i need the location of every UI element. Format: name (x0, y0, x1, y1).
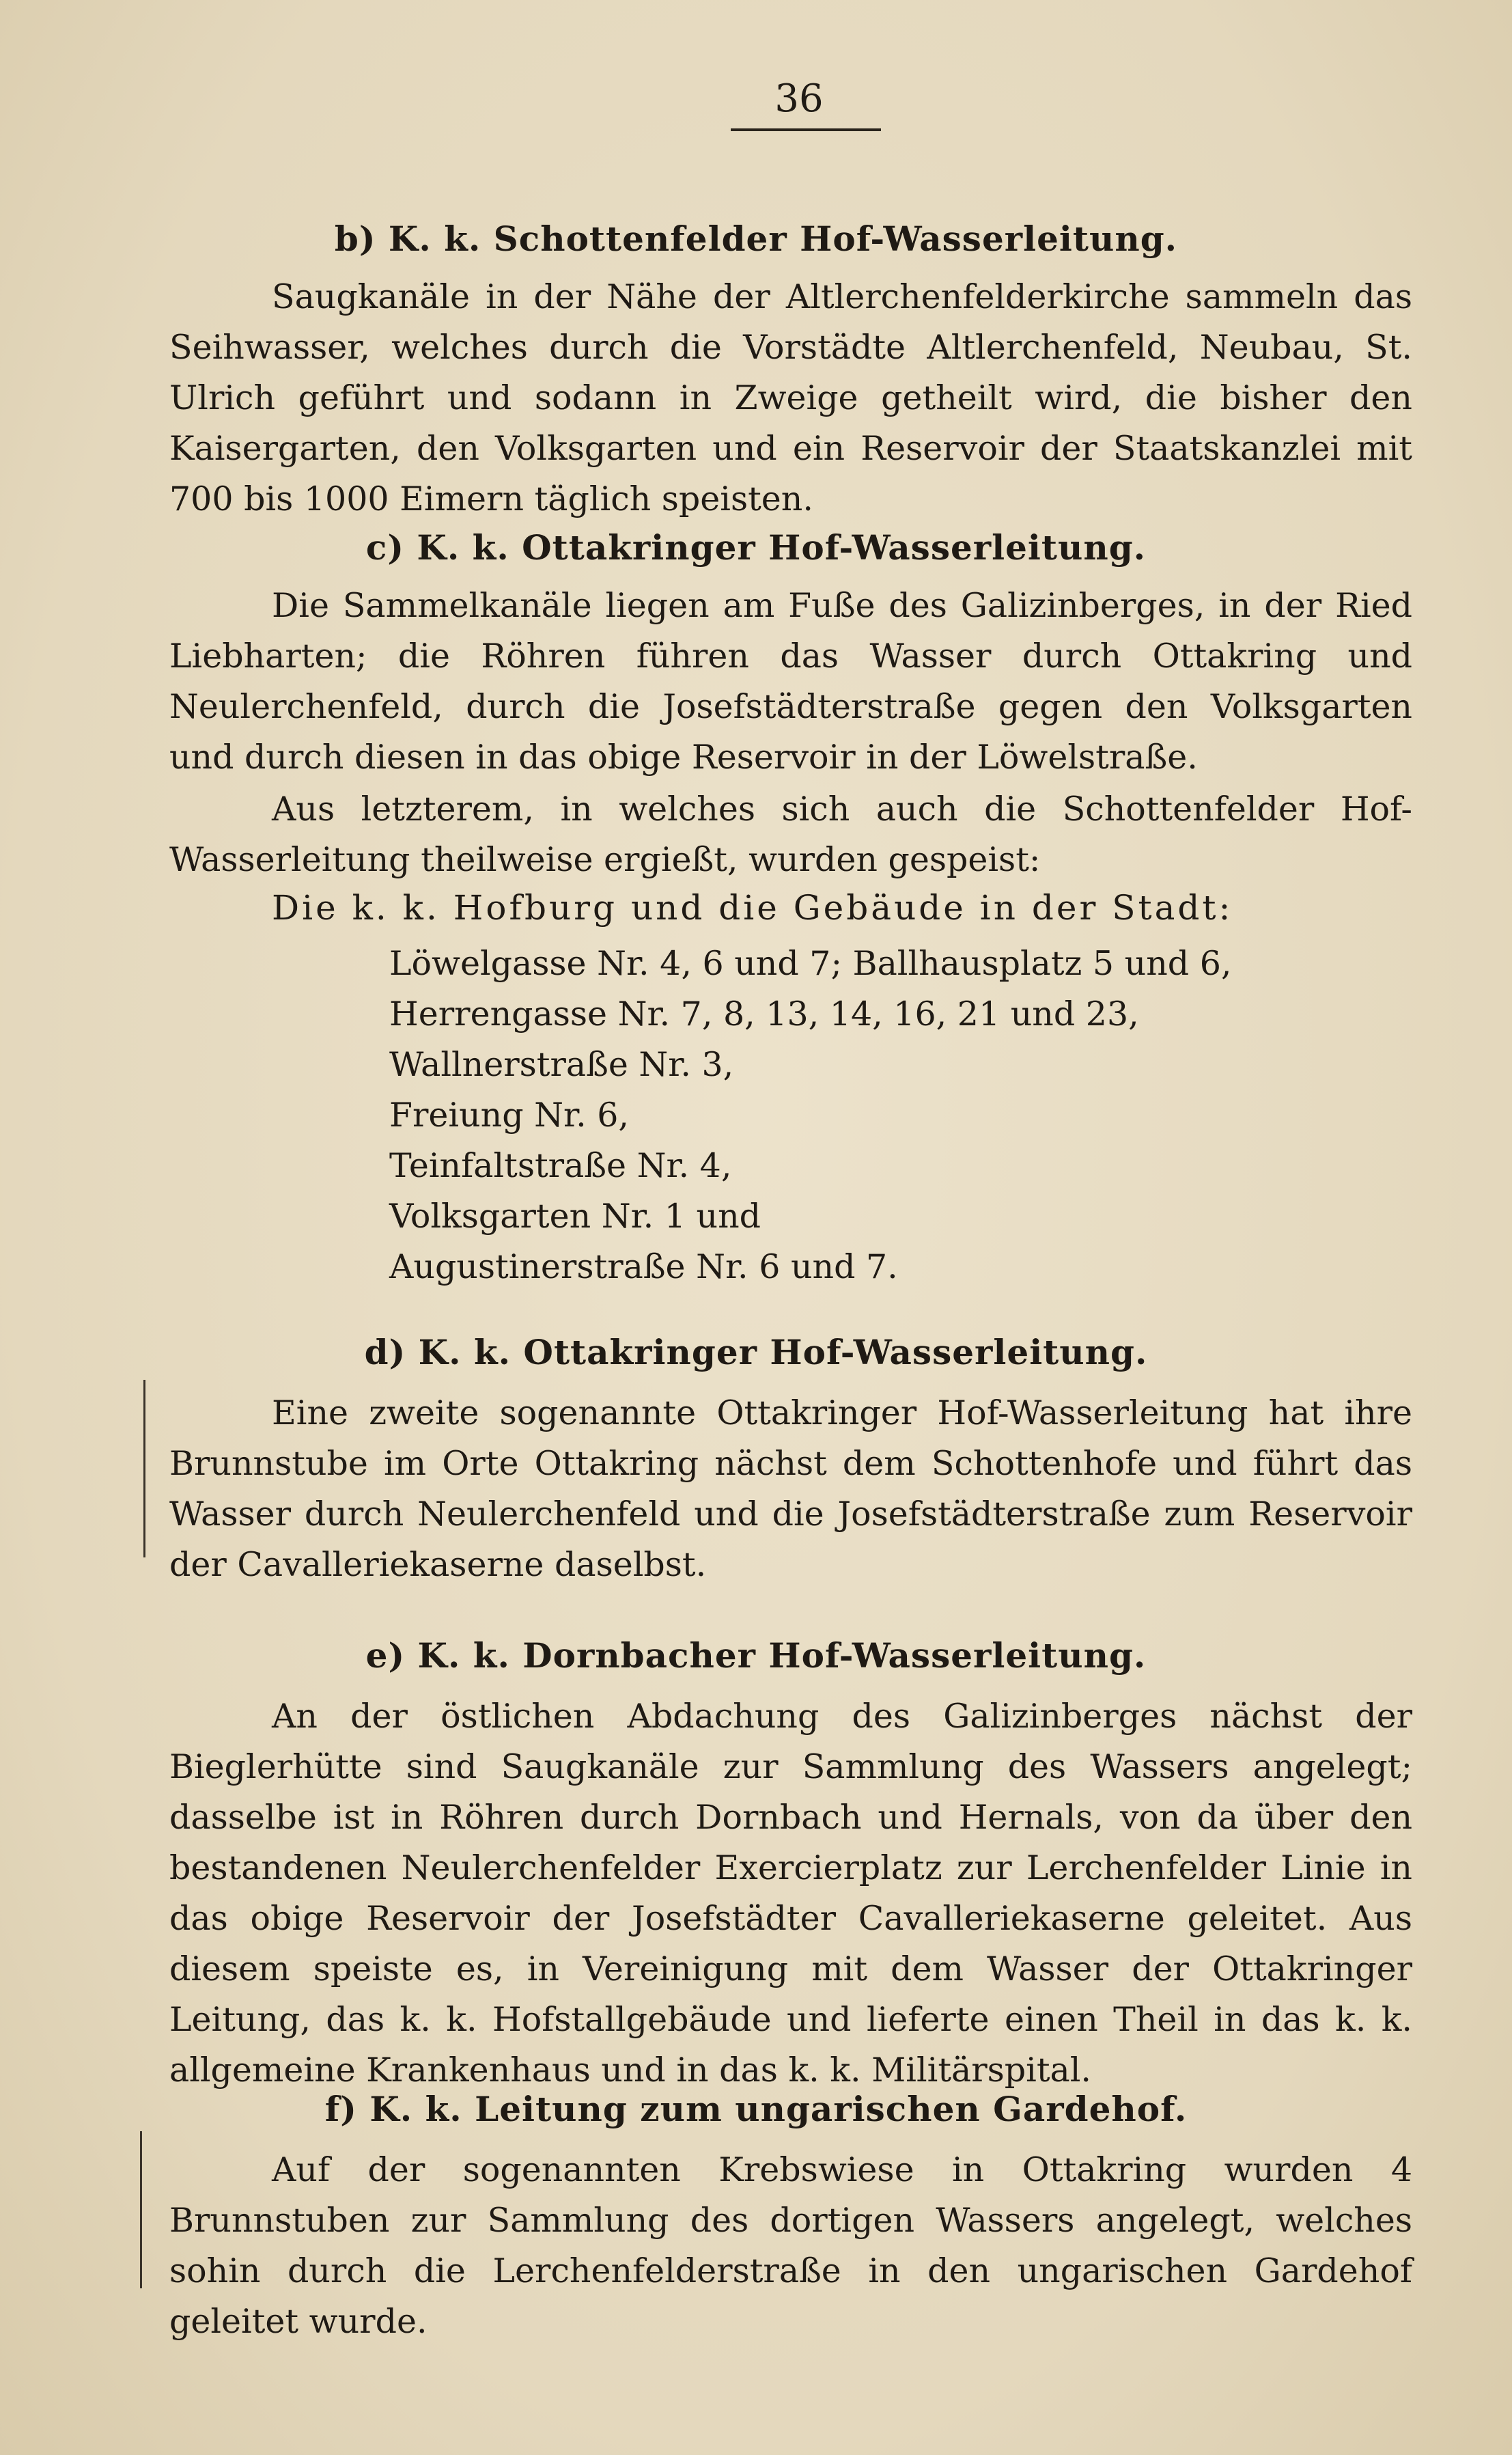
list-item: Augustinerstraße Nr. 6 und 7. (389, 1247, 898, 1286)
section-c-text: Die Sammelkanäle liegen am Fuße des Galizinberges, in der Ried Liebharten; die Röhren führen das Wasser durch Ottakring und Neulerchenfeld, durch die Josefstädterstraße gegen den Volksgarten und durch diesen in das obige Reservoir in der Löwelstraße. (169, 586, 1412, 777)
section-b-text: Saugkanäle in der Nähe der Altlerchenfelderkirche sammeln das Seihwasser, welches durch die Vorstädte Altlerchenfeld, Neubau, St. Ulrich geführt und sodann in Zweige getheilt wird, die bisher den Kaisergarten, den Volksgarten und ein Reservoir der Staatskanzlei mit 700 bis 1000 Eimern täglich speisten. (169, 277, 1412, 518)
section-f-text: Auf der sogenannten Krebswiese in Ottakring wurden 4 Brunnstuben zur Sammlung des dortigen Wassers angelegt, welches sohin durch die Lerchenfelderstraße in den ungarischen Gardehof geleitet wurde. (169, 2150, 1412, 2341)
section-e-heading: e) K. k. Dornbacher Hof-Wasserleitung. (365, 1635, 1147, 1676)
margin-pencil-mark (143, 1380, 145, 1557)
page-number-rule (731, 128, 881, 131)
page-number: 36 (774, 77, 824, 121)
list-item: Freiung Nr. 6, (389, 1096, 629, 1135)
section-d-heading: d) K. k. Ottakringer Hof-Wasserleitung. (364, 1332, 1148, 1372)
list-item: Herrengasse Nr. 7, 8, 13, 14, 16, 21 und 23, (389, 995, 1139, 1034)
list-item: Wallnerstraße Nr. 3, (389, 1045, 734, 1084)
list-item: Teinfaltstraße Nr. 4, (389, 1146, 732, 1185)
section-e-text: An der östlichen Abdachung des Galizinberges nächst der Bieglerhütte sind Saugkanäle zur Sammlung des Wassers angelegt; dasselbe ist in Röhren durch Dornbach und Hernals, von da über den bestandenen Neulerchenfelder Exercierplatz zur Lerchenfelder Linie in das obige Reservoir der Josefstädter Cavalleriekaserne geleitet. Aus diesem speiste es, in Vereinigung mit dem Wasser der Ottakringer Leitung, das k. k. Hofstallgebäude und lieferte einen Theil in das k. k. allgemeine Krankenhaus und in das k. k. Militärspital. (169, 1697, 1412, 2090)
section-d-text: Eine zweite sogenannte Ottakringer Hof-Wasserleitung hat ihre Brunnstube im Orte Ottakring nächst dem Schottenhofe und führt das Wasser durch Neulerchenfeld und die Josefstädterstraße zum Reservoir der Cavalleriekaserne daselbst. (169, 1393, 1412, 1584)
section-c-list-intro: Die k. k. Hofburg und die Gebäude in der Stadt: (272, 888, 1233, 928)
list-item: Löwelgasse Nr. 4, 6 und 7; Ballhausplatz 5 und 6, (389, 944, 1232, 983)
section-b-heading: b) K. k. Schottenfelder Hof-Wasserleitung. (334, 219, 1178, 259)
list-item: Volksgarten Nr. 1 und (389, 1197, 761, 1236)
section-f-heading: f) K. k. Leitung zum ungarischen Gardehof. (324, 2089, 1188, 2129)
section-c-text-2: Aus letzterem, in welches sich auch die Schottenfelder Hof-Wasserleitung theilweise ergießt, wurden gespeist: (169, 790, 1412, 879)
margin-pencil-mark (140, 2131, 142, 2288)
section-c-heading: c) K. k. Ottakringer Hof-Wasserleitung. (365, 527, 1147, 568)
section-c-address-list (389, 939, 1232, 1292)
